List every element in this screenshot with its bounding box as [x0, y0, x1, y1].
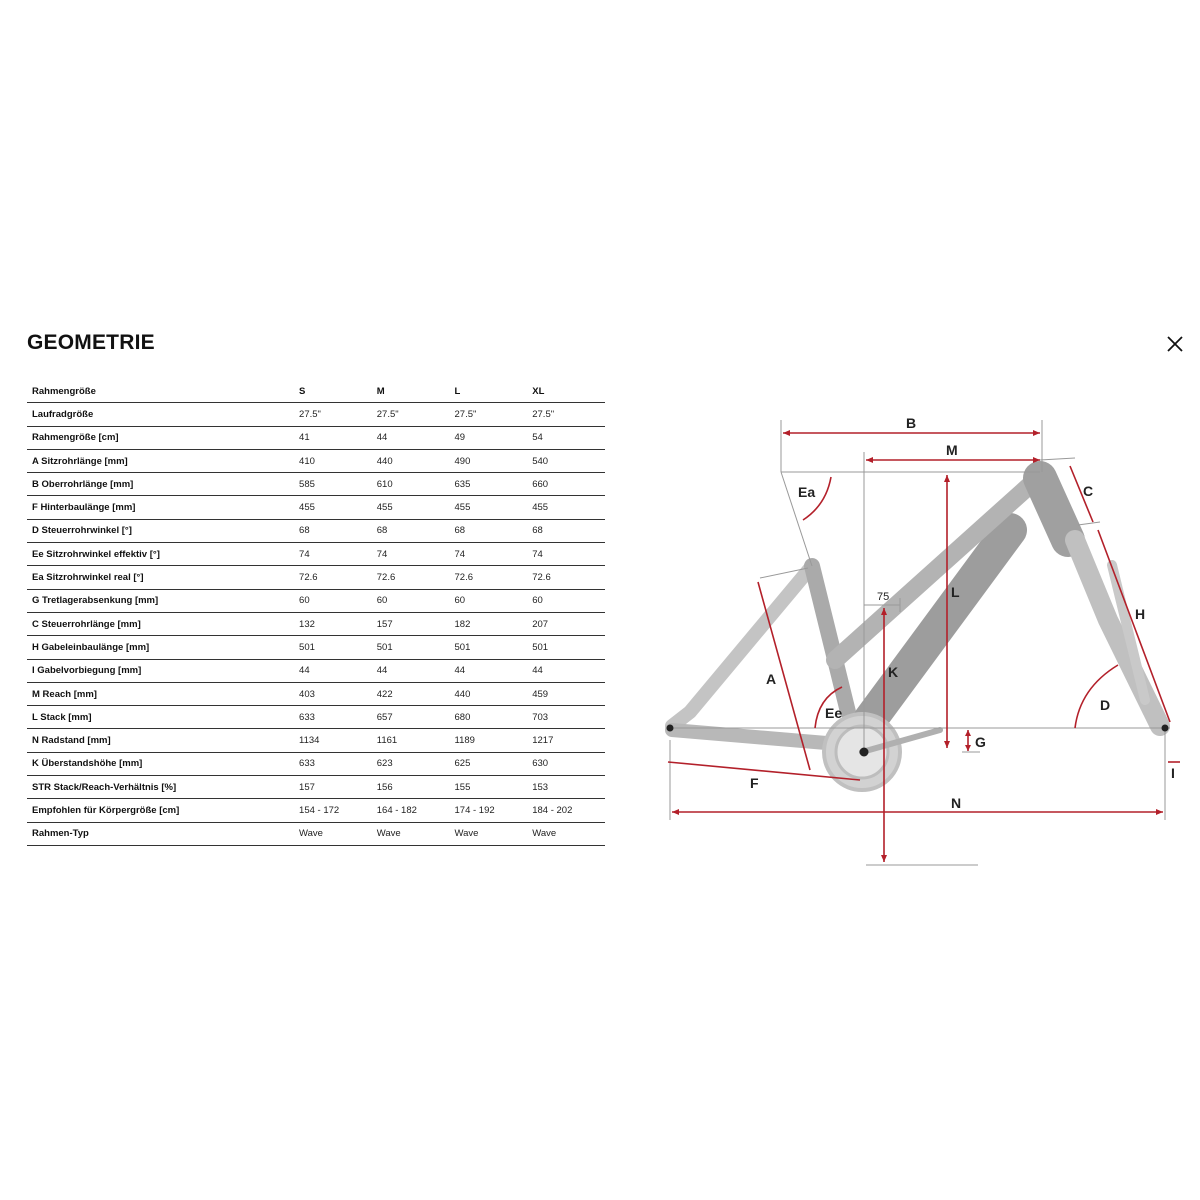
- row-value: 1189: [450, 729, 528, 752]
- row-label: C Steuerrohrlänge [mm]: [27, 612, 294, 635]
- row-value: 540: [527, 449, 605, 472]
- row-label: I Gabelvorbiegung [mm]: [27, 659, 294, 682]
- row-value: 74: [372, 543, 450, 566]
- table-body: [27, 403, 605, 846]
- row-value: 49: [450, 426, 528, 449]
- row-value: 184 - 202: [527, 799, 605, 822]
- row-value: 60: [450, 589, 528, 612]
- row-label: D Steuerrohrwinkel [°]: [27, 519, 294, 542]
- row-value: 44: [372, 426, 450, 449]
- bottom-bracket-dot: [860, 748, 869, 757]
- label-n: N: [951, 795, 962, 811]
- table-row: [27, 799, 605, 822]
- label-l: L: [951, 584, 960, 600]
- table-row: [27, 612, 605, 635]
- row-label: K Überstandshöhe [mm]: [27, 752, 294, 775]
- row-value: 68: [294, 519, 372, 542]
- table-row: [27, 426, 605, 449]
- row-value: 1134: [294, 729, 372, 752]
- close-icon: [1163, 332, 1187, 356]
- row-value: 501: [527, 636, 605, 659]
- table-row: [27, 659, 605, 682]
- row-value: 72.6: [527, 566, 605, 589]
- table-row: [27, 682, 605, 705]
- row-value: 155: [450, 776, 528, 799]
- head-tube-shape: [1040, 478, 1068, 540]
- row-label: N Radstand [mm]: [27, 729, 294, 752]
- row-label: Laufradgröße: [27, 403, 294, 426]
- row-label: A Sitzrohrlänge [mm]: [27, 449, 294, 472]
- row-value: 455: [372, 496, 450, 519]
- row-value: 154 - 172: [294, 799, 372, 822]
- row-value: 207: [527, 612, 605, 635]
- label-m: M: [946, 442, 958, 458]
- row-value: 501: [294, 636, 372, 659]
- row-label: Ea Sitzrohrwinkel real [°]: [27, 566, 294, 589]
- row-value: 455: [294, 496, 372, 519]
- header-size-s: S: [294, 380, 372, 403]
- row-value: 44: [294, 659, 372, 682]
- row-value: 630: [527, 752, 605, 775]
- angle-d-arc: [1075, 665, 1118, 728]
- label-i: I: [1171, 765, 1175, 781]
- row-label: B Oberrohrlänge [mm]: [27, 473, 294, 496]
- row-value: 410: [294, 449, 372, 472]
- label-h: H: [1135, 606, 1146, 622]
- row-value: 501: [450, 636, 528, 659]
- table-row: [27, 473, 605, 496]
- row-value: 455: [450, 496, 528, 519]
- row-value: 440: [450, 682, 528, 705]
- table-row: [27, 566, 605, 589]
- row-value: 490: [450, 449, 528, 472]
- row-value: 703: [527, 706, 605, 729]
- row-label: F Hinterbaulänge [mm]: [27, 496, 294, 519]
- row-value: 623: [372, 752, 450, 775]
- row-value: 1161: [372, 729, 450, 752]
- row-value: 174 - 192: [450, 799, 528, 822]
- label-c: C: [1083, 483, 1094, 499]
- row-value: 153: [527, 776, 605, 799]
- label-a: A: [766, 671, 777, 687]
- row-value: 60: [372, 589, 450, 612]
- row-value: 74: [527, 543, 605, 566]
- row-value: 68: [450, 519, 528, 542]
- table-row: [27, 589, 605, 612]
- rear-axle-dot: [667, 725, 674, 732]
- row-value: 157: [372, 612, 450, 635]
- row-value: 72.6: [450, 566, 528, 589]
- row-value: Wave: [372, 822, 450, 845]
- row-value: 182: [450, 612, 528, 635]
- table-row: [27, 403, 605, 426]
- bike-geometry-diagram: [650, 400, 1200, 880]
- table-row: [27, 729, 605, 752]
- row-value: 459: [527, 682, 605, 705]
- row-value: 440: [372, 449, 450, 472]
- row-value: 156: [372, 776, 450, 799]
- row-label: Empfohlen für Körpergröße [cm]: [27, 799, 294, 822]
- table-row: [27, 636, 605, 659]
- close-button[interactable]: [1163, 332, 1187, 356]
- row-value: 74: [450, 543, 528, 566]
- row-value: 164 - 182: [372, 799, 450, 822]
- table-row: [27, 752, 605, 775]
- header-size-l: L: [450, 380, 528, 403]
- row-value: 657: [372, 706, 450, 729]
- label-75: 75: [877, 591, 890, 603]
- row-value: 68: [372, 519, 450, 542]
- label-d: D: [1100, 697, 1111, 713]
- label-ea: Ea: [798, 484, 816, 500]
- table-header-row: [27, 380, 605, 403]
- table-row: [27, 519, 605, 542]
- row-value: 501: [372, 636, 450, 659]
- row-label: STR Stack/Reach-Verhältnis [%]: [27, 776, 294, 799]
- row-value: 54: [527, 426, 605, 449]
- row-value: 27.5": [372, 403, 450, 426]
- table-row: [27, 449, 605, 472]
- row-value: 132: [294, 612, 372, 635]
- seat-tube-shape: [812, 566, 848, 712]
- row-value: 633: [294, 706, 372, 729]
- row-value: 60: [527, 589, 605, 612]
- table-row: [27, 496, 605, 519]
- row-value: 60: [294, 589, 372, 612]
- row-value: 72.6: [372, 566, 450, 589]
- label-g: G: [975, 734, 986, 750]
- row-label: M Reach [mm]: [27, 682, 294, 705]
- row-label: G Tretlagerabsenkung [mm]: [27, 589, 294, 612]
- row-value: Wave: [294, 822, 372, 845]
- header-size-xl: XL: [527, 380, 605, 403]
- label-f: F: [750, 775, 759, 791]
- row-value: 68: [527, 519, 605, 542]
- row-label: Rahmengröße [cm]: [27, 426, 294, 449]
- header-size-m: M: [372, 380, 450, 403]
- row-value: 610: [372, 473, 450, 496]
- row-value: 27.5": [294, 403, 372, 426]
- row-value: 44: [450, 659, 528, 682]
- table-row: [27, 822, 605, 845]
- row-value: 455: [527, 496, 605, 519]
- row-value: 403: [294, 682, 372, 705]
- page-title: GEOMETRIE: [27, 331, 155, 354]
- row-value: 1217: [527, 729, 605, 752]
- label-b: B: [906, 415, 917, 431]
- row-value: 157: [294, 776, 372, 799]
- label-ee: Ee: [825, 705, 843, 721]
- row-value: 41: [294, 426, 372, 449]
- row-label: Rahmen-Typ: [27, 822, 294, 845]
- row-value: 27.5": [527, 403, 605, 426]
- row-value: 74: [294, 543, 372, 566]
- geometry-table: [27, 380, 605, 846]
- row-value: 625: [450, 752, 528, 775]
- row-value: 72.6: [294, 566, 372, 589]
- row-label: L Stack [mm]: [27, 706, 294, 729]
- row-value: 660: [527, 473, 605, 496]
- bike-frame-illustration: [672, 478, 1160, 790]
- table-row: [27, 776, 605, 799]
- row-value: 680: [450, 706, 528, 729]
- row-value: 27.5": [450, 403, 528, 426]
- front-axle-dot: [1162, 725, 1169, 732]
- row-value: Wave: [527, 822, 605, 845]
- row-value: 585: [294, 473, 372, 496]
- header-frame-size: Rahmengröße: [27, 380, 294, 403]
- row-value: Wave: [450, 822, 528, 845]
- row-label: Ee Sitzrohrwinkel effektiv [°]: [27, 543, 294, 566]
- row-value: 44: [527, 659, 605, 682]
- row-value: 635: [450, 473, 528, 496]
- row-value: 422: [372, 682, 450, 705]
- table-row: [27, 706, 605, 729]
- label-k: K: [888, 664, 899, 680]
- table-row: [27, 543, 605, 566]
- row-label: H Gabeleinbaulänge [mm]: [27, 636, 294, 659]
- row-value: 633: [294, 752, 372, 775]
- row-value: 44: [372, 659, 450, 682]
